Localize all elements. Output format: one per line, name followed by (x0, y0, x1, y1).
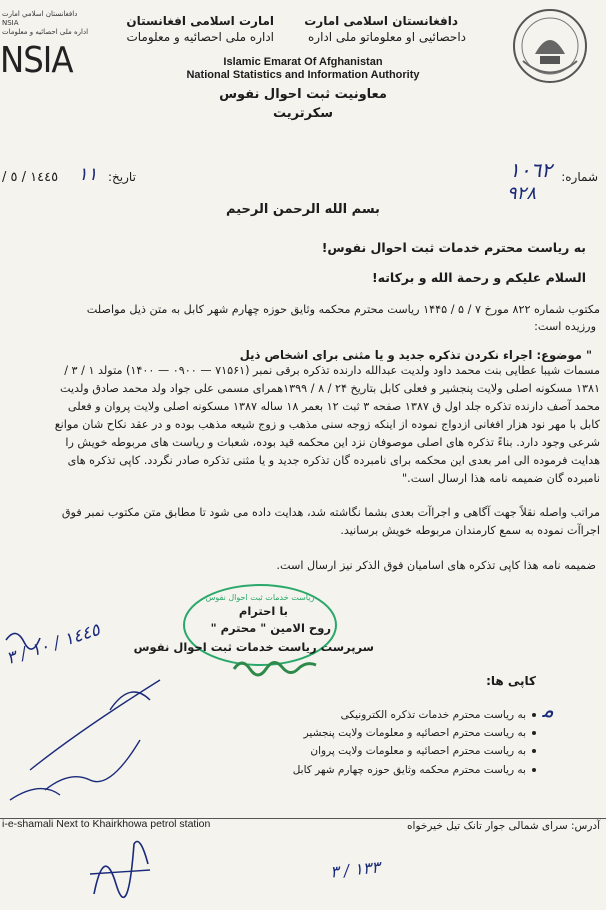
copies-label: کاپی ها: (486, 674, 536, 688)
paragraph2-line: نامبرده گان ضمیمه نامه هذا ارسال است." (402, 472, 600, 485)
bullet-icon (532, 713, 536, 717)
greeting: السلام علیکم و رحمة الله و برکاته! (371, 270, 586, 285)
letter-date-label: تاریخ: (108, 170, 136, 184)
bottom-handwritten-note: ١٣٣ / ٣ (329, 857, 381, 882)
header-english-line1: Islamic Emarat Of Afghanistan (223, 56, 383, 68)
paragraph1-line: مکتوب شماره ۸۲۲ مورخ ۷ / ۵ / ۱۴۴۵ ریاست محترم محکمه وثایق حوزه چهارم شهر کابل به متن ذیل مواصلت (86, 303, 600, 316)
letter-date-handwritten: ١١ (78, 164, 98, 185)
nsia-logo-small-text: دافغانستان اسلامي امارت NSIA اداره ملی احصائیه و معلومات (2, 10, 89, 36)
addressee: به ریاست محترم خدمات ثبت احوال نفوس! (321, 240, 586, 255)
signature-scrawl (232, 655, 322, 679)
header-pashto-line1: دافغانستان اسلامی امارت (304, 14, 458, 28)
bullet-icon (532, 749, 536, 753)
header-dari-line2: اداره ملی احصائیه و معلومات (126, 30, 274, 44)
letter-number-handwritten-2: ٩٢٨ (506, 183, 536, 204)
signature-title: سرپرست ریاست خدمات ثبت احوال نفوس (133, 640, 374, 654)
header-english-line2: National Statistics and Information Authority (186, 69, 420, 81)
handwritten-mark: ﻣ (542, 698, 554, 723)
copy-item: به ریاست محترم محکمه وثایق حوزه چهارم شهر کابل (293, 762, 536, 778)
copy-item: به ریاست محترم احصائیه و معلومات ولایت پنجشیر (304, 725, 536, 741)
letter-number-label: شماره: (561, 170, 598, 184)
paragraph2-line: کابل با مهر نود هزار افغانی ازدواج نموده از اینکه زوجه سنی مذهب و زوج شیعه مذهب بوده و در عقد نکاح شان موانع (54, 418, 600, 431)
signature-name: روح الامین " محترم " (210, 621, 331, 635)
paragraph2-line: شرعی وجود دارد. بناءً تذکره های اصلی موصوفان نزد این محکمه قید بوده، شعبات و ریاست های مربوطه خویش را (65, 436, 600, 449)
footer-address-english: i-e-shamali Next to Khairkhowa petrol station (2, 818, 211, 830)
paragraph3-line: اجراآت نموده به سمع کارمندان مربوطه خویش برسانید. (340, 524, 600, 537)
paragraph2-line: ۱۳۸۱ مسکونه اصلی ولایت پنجشیر و فعلی کابل بتاریخ ۲۴ / ۸ / ۱۳۹۹همرای مسمی علی جواد ولد محمد صادق ولدیت (59, 382, 600, 395)
handwritten-scribbles (0, 620, 175, 810)
bullet-icon (532, 731, 536, 735)
paragraph2-line: هدایت فرموده الی امر بعدی این محکمه برای نامبرده گان تذکره جدید و یا مثنی تذکره صادر نگردد. کاپی تذکره های (67, 454, 600, 467)
bismillah: بسم الله الرحمن الرحيم (226, 202, 380, 217)
handwritten-note-date: ١٤٤٥ / ١٠ / ٣ (4, 620, 103, 670)
header-dari-line1: امارت اسلامی افغانستان (126, 14, 274, 28)
department-title: معاونیت ثبت احوال نفوس (219, 87, 387, 102)
nsia-wordmark: NSIA (0, 40, 73, 81)
stamp-text: ریاست خدمات ثبت احوال نفوس (205, 593, 315, 602)
subject-line: " موضوع: اجراء نکردن تذکره جدید و یا مثنی برای اشخاص ذیل (239, 348, 592, 362)
paragraph2-line: محمد آصف دارنده تذکره جلد اول ق ۱۳۸۷ صفحه ۳ ثبت ۱۲ بعمر ۱۸ ساله ۱۳۸۷ مسکونه اصلی ولایت پروان و فعلی (67, 400, 600, 413)
bullet-icon (532, 768, 536, 772)
footer-address-dari: آدرس: سرای شمالی جوار تانک تیل خیرخواه (407, 820, 600, 832)
letter-date-value: ١٤٤٥ / ٥ / (2, 170, 59, 185)
paragraph3-line: مراتب واصله نقلاً جهت آگاهی و اجراآت بعدی بشما نگاشته شد، هدایت داده می شود تا مطابق متن مکتوب نمبر فوق (61, 506, 600, 519)
paragraph1-line: ورزیده است: (534, 320, 596, 333)
paragraph2-line: مسمات شیبا عطایی بنت محمد داود ولدیت عبدالله دارنده تذکره برقی نمبر (۷۱۵۶۱ — ۰۹۰۰ — ۱۴۰۰) متولد ۱ / ۳ / (64, 364, 600, 377)
bottom-handwritten-signature (84, 824, 156, 904)
paragraph4-line: ضمیمه نامه هذا کاپی تذکره های اسامیان فوق الذکر نیز ارسال است. (276, 559, 596, 572)
copy-item: به ریاست محترم خدمات تذکره الکترونیکی (341, 707, 536, 723)
secretariat-title: سکرتریت (272, 106, 334, 121)
header-pashto-line2: داحصائیی او معلوماتو ملی اداره (307, 30, 466, 44)
copy-item: به ریاست محترم احصائیه و معلومات ولایت پروان (310, 743, 536, 759)
signature-closing: با احترام (238, 604, 288, 618)
letter-number-handwritten: ١٠٦٢ (509, 158, 552, 182)
